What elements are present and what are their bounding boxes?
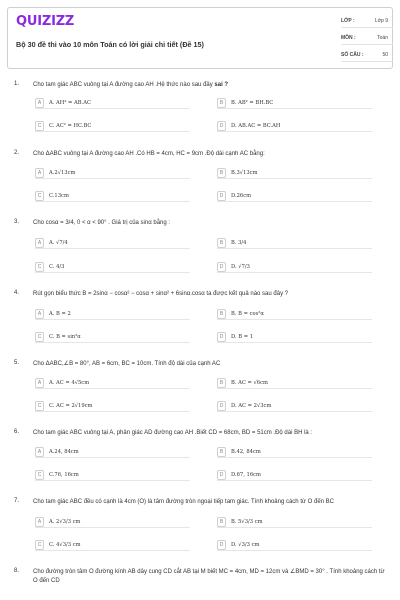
option-b[interactable] bbox=[217, 447, 372, 458]
option-text: B. 5√3/3 cm bbox=[231, 519, 263, 525]
meta-key: LỚP : bbox=[341, 18, 355, 24]
option-text: B. B = cos²α bbox=[231, 311, 264, 317]
option-badge: D bbox=[217, 332, 226, 342]
option-text: C.76, 16cm bbox=[49, 472, 79, 478]
option-badge: C bbox=[35, 262, 44, 272]
meta-key: MÔN : bbox=[341, 35, 356, 41]
option-b[interactable] bbox=[217, 378, 372, 389]
option-d[interactable] bbox=[217, 262, 372, 273]
question-number: 4. bbox=[14, 290, 20, 296]
option-text: D. AB.AC = BC.AH bbox=[231, 123, 281, 129]
option-text: A. AH² = AB.AC bbox=[49, 100, 91, 106]
option-text: A. AC = 4√5cm bbox=[49, 380, 90, 386]
option-badge: A bbox=[35, 98, 44, 108]
option-text: A. √7/4 bbox=[49, 240, 68, 246]
option-badge: B bbox=[217, 447, 226, 457]
meta-value: Toán bbox=[377, 35, 388, 41]
question-number: 8. bbox=[14, 568, 20, 574]
question-text: Rút gọn biểu thức B = 2sinα − cosα² − cosα + sinα² + 6sinα.cosα ta được kết quả nào sau đây ? bbox=[33, 291, 289, 297]
option-text: D. √3/3 cm bbox=[231, 542, 260, 548]
question-text: Cho cosα = 3/4, 0 < α < 90° . Giá trị của sinα bằng : bbox=[33, 220, 171, 226]
option-b[interactable] bbox=[217, 309, 372, 320]
option-badge: C bbox=[35, 191, 44, 201]
option-text: D. B = 1 bbox=[231, 334, 254, 340]
option-c[interactable] bbox=[35, 540, 190, 551]
question-text: Cho tam giác ABC vuông tại A, phân giác AD đường cao AH .Biết CD = 68cm, BD = 51cm .Độ dài BH là : bbox=[33, 430, 313, 436]
option-badge: B bbox=[217, 98, 226, 108]
option-text: D.67, 16cm bbox=[231, 472, 261, 478]
option-text: D. √7/3 bbox=[231, 264, 250, 270]
option-a[interactable] bbox=[35, 517, 190, 528]
option-b[interactable] bbox=[217, 517, 372, 528]
option-text: A.2√13cm bbox=[49, 170, 76, 176]
option-text: B. 3/4 bbox=[231, 240, 247, 246]
option-badge: A bbox=[35, 447, 44, 457]
meta-value: 50 bbox=[382, 52, 388, 58]
option-badge: D bbox=[217, 540, 226, 550]
option-d[interactable] bbox=[217, 401, 372, 412]
question-number: 2. bbox=[14, 150, 20, 156]
option-text: C.13cm bbox=[49, 193, 69, 199]
option-a[interactable] bbox=[35, 238, 190, 249]
question-number: 7. bbox=[14, 498, 20, 504]
option-badge: A bbox=[35, 517, 44, 527]
option-b[interactable] bbox=[217, 98, 372, 109]
option-badge: B bbox=[217, 517, 226, 527]
option-text: B. AB² = BH.BC bbox=[231, 100, 274, 106]
option-c[interactable] bbox=[35, 262, 190, 273]
option-badge: B bbox=[217, 309, 226, 319]
option-badge: C bbox=[35, 540, 44, 550]
question-text: Cho ΔABC,∠B = 80°, AB = 6cm, BC = 10cm. Tính độ dài của cạnh AC bbox=[33, 361, 221, 367]
quiz-meta bbox=[333, 8, 393, 68]
option-text: A.24, 84cm bbox=[49, 449, 79, 455]
option-a[interactable] bbox=[35, 98, 190, 109]
meta-row-count bbox=[341, 48, 393, 62]
question-text: Cho ΔABC vuông tại A đường cao AH .Có HB = 4cm, HC = 9cm .Độ dài cạnh AC bằng: bbox=[33, 151, 265, 157]
question-text: Cho tam giác ABC vuông tại A đường cao AH .Hệ thức nào sau đây sai ? bbox=[33, 82, 229, 88]
option-text: D.26cm bbox=[231, 193, 252, 199]
option-d[interactable] bbox=[217, 540, 372, 551]
document-title: Bộ 30 đề thi vào 10 môn Toán có lời giải chi tiết (Đề 15) bbox=[16, 40, 204, 49]
option-a[interactable] bbox=[35, 378, 190, 389]
option-text: B.42, 84cm bbox=[231, 449, 261, 455]
option-d[interactable] bbox=[217, 470, 372, 481]
question-number: 1. bbox=[14, 81, 20, 87]
option-badge: B bbox=[217, 168, 226, 178]
option-badge: A bbox=[35, 238, 44, 248]
meta-row-subject bbox=[341, 31, 393, 45]
question-number: 6. bbox=[14, 429, 20, 435]
option-c[interactable] bbox=[35, 121, 190, 132]
meta-row-class bbox=[341, 14, 393, 28]
option-text: C. B = sin²α bbox=[49, 334, 81, 340]
option-badge: C bbox=[35, 470, 44, 480]
option-badge: A bbox=[35, 378, 44, 388]
option-c[interactable] bbox=[35, 332, 190, 343]
option-badge: C bbox=[35, 121, 44, 131]
option-d[interactable] bbox=[217, 332, 372, 343]
option-badge: C bbox=[35, 401, 44, 411]
option-b[interactable] bbox=[217, 168, 372, 179]
option-badge: B bbox=[217, 238, 226, 248]
option-text: C. 4/3 bbox=[49, 264, 65, 270]
question-number: 5. bbox=[14, 360, 20, 366]
question-number: 3. bbox=[14, 219, 20, 225]
quizizz-logo: QUIZIZZ bbox=[16, 14, 75, 29]
option-badge: B bbox=[217, 378, 226, 388]
question-text: Cho đường tròn tâm O đường kính AB dây cung CD cắt AB tại M biết MC = 4cm, MD = 12cm và ∠BMD = 30° . Tính khoảng cách từ O đến CD bbox=[33, 569, 385, 584]
option-badge: D bbox=[217, 191, 226, 201]
option-badge: D bbox=[217, 470, 226, 480]
option-badge: A bbox=[35, 168, 44, 178]
option-a[interactable] bbox=[35, 168, 190, 179]
option-text: C. AC = 2√19cm bbox=[49, 403, 93, 409]
meta-value: Lớp 9 bbox=[374, 18, 388, 24]
option-d[interactable] bbox=[217, 191, 372, 202]
option-c[interactable] bbox=[35, 191, 190, 202]
question-text: Cho tam giác ABC đều có cạnh là 4cm (O) là tâm đường tròn ngoại tiếp tam giác. Tính khoảng cách từ O đến BC bbox=[33, 499, 335, 505]
option-text: C. 4√3/3 cm bbox=[49, 542, 81, 548]
option-d[interactable] bbox=[217, 121, 372, 132]
option-text: B. AC = √6cm bbox=[231, 380, 268, 386]
option-text: B.3√13cm bbox=[231, 170, 258, 176]
option-badge: A bbox=[35, 309, 44, 319]
option-c[interactable] bbox=[35, 470, 190, 481]
option-a[interactable] bbox=[35, 447, 190, 458]
option-b[interactable] bbox=[217, 238, 372, 249]
option-badge: D bbox=[217, 121, 226, 131]
option-badge: D bbox=[217, 401, 226, 411]
option-badge: C bbox=[35, 332, 44, 342]
option-text: C. AC² = HC.BC bbox=[49, 123, 92, 129]
quiz-header bbox=[7, 7, 393, 69]
option-c[interactable] bbox=[35, 401, 190, 412]
option-a[interactable] bbox=[35, 309, 190, 320]
option-text: D. AC = 2√3cm bbox=[231, 403, 272, 409]
option-badge: D bbox=[217, 262, 226, 272]
option-text: A. B = 2 bbox=[49, 311, 71, 317]
meta-key: SỐ CÂU : bbox=[341, 52, 364, 58]
option-text: A. 2√3/3 cm bbox=[49, 519, 81, 525]
